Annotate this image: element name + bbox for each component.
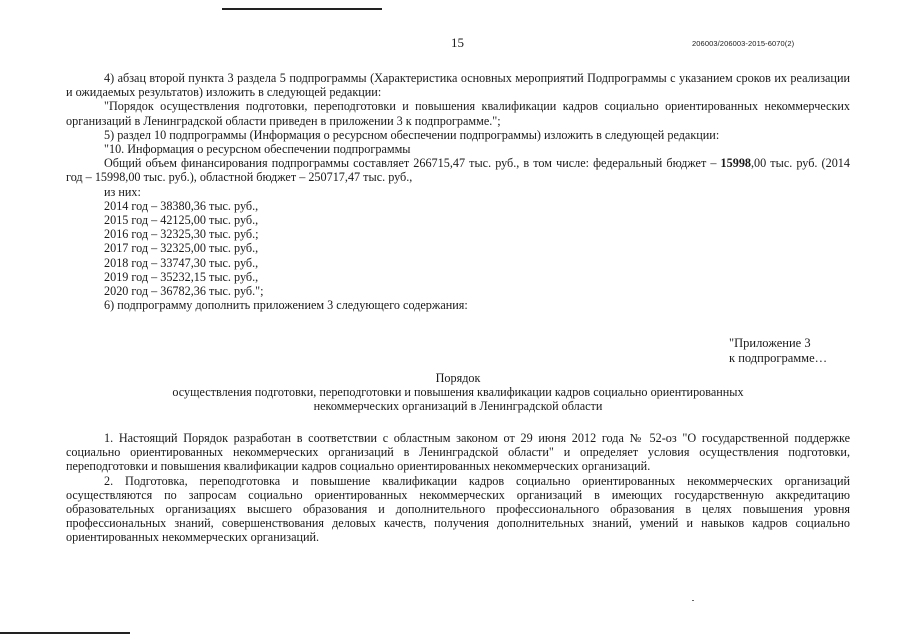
order-paragraph-1: 1. Настоящий Порядок разработан в соответствии с областным законом от 29 июня 2012 года № 52-оз "О государственной поддержке социально ориентированных некоммерческих организаций в Ленинградской области" и определяет условия осуществления подготовки, переподготовки и повышения квалификации кадров социально ориентированных некоммерческих организаций.: [66, 431, 850, 474]
year-line: 2019 год – 35232,15 тыс. руб.,: [104, 269, 259, 284]
federal-amount: 15998: [720, 156, 751, 171]
funding-post: ,00 тыс. руб. (2014 год – 15998,00 тыс. руб.), областной бюджет – 250717,47 тыс. руб.,: [66, 156, 850, 185]
page-number: 15: [451, 35, 464, 50]
bottom-rule: [0, 632, 130, 634]
item-4-text: 4) абзац второй пункта 3 раздела 5 подпрограммы (Характеристика основных мероприятий Подпрограммы с указанием сроков их реализации и ожидаемых результатов) изложить в следующей редакции:: [66, 71, 850, 100]
appendix-label-line-2: к подпрограмме…: [729, 351, 828, 365]
appendix-label: [729, 336, 827, 366]
year-line: 2020 год – 36782,36 тыс. руб.";: [104, 284, 264, 299]
order-title-line-2: осуществления подготовки, переподготовки и повышения квалификации кадров социально ориентированных: [172, 385, 744, 400]
amendments-section: [66, 71, 850, 312]
scan-speck: [692, 600, 694, 601]
year-line: 2016 год – 32325,30 тыс. руб.;: [104, 227, 259, 242]
year-line: 2014 год – 38380,36 тыс. руб.,: [104, 198, 259, 213]
top-rule: [222, 8, 382, 10]
order-title: [66, 371, 850, 414]
order-paragraph-2: 2. Подготовка, переподготовка и повышение квалификации кадров социально ориентированных некоммерческих организаций осуществляются по запросам социально ориентированных некоммерческих организаций в имеющих государственную аккредитацию образовательных организациях высшего образования и дополнительного профессионального образования в целях повышения уровня профессиональных знаний, совершенствования деловых качеств, получения дополнительных знаний, умений и навыков кадров социально ориентированных некоммерческих организаций.: [66, 473, 850, 545]
item-5-text: 5) раздел 10 подпрограммы (Информация о ресурсном обеспечении подпрограммы) изложить в следующей редакции:: [104, 127, 720, 142]
order-body: [66, 431, 850, 545]
funding-paragraph: [66, 156, 850, 184]
item-4-quote: "Порядок осуществления подготовки, переподготовки и повышения квалификации кадров социально ориентированных некоммерческих организаций в Ленинградской области приведен в приложении 3 к подпрограмме.";: [66, 99, 850, 128]
item-5-heading: "10. Информация о ресурсном обеспечении подпрограммы: [104, 142, 411, 157]
order-title-line-3: некоммерческих организаций в Ленинградской области: [313, 399, 603, 414]
year-line: 2015 год – 42125,00 тыс. руб.,: [104, 213, 259, 228]
year-line: 2017 год – 32325,00 тыс. руб.,: [104, 241, 259, 256]
of-them-label: из них:: [104, 184, 141, 199]
document-id: 206003/206003-2015-6070(2): [692, 39, 795, 48]
appendix-label-line-1: "Приложение 3: [729, 336, 811, 350]
year-line: 2018 год – 33747,30 тыс. руб.,: [104, 255, 259, 270]
funding-pre: Общий объем финансирования подпрограммы составляет 266715,47 тыс. руб., в том числе: федеральный бюджет –: [104, 156, 721, 171]
item-6-text: 6) подпрограмму дополнить приложением 3 следующего содержания:: [104, 298, 468, 313]
order-title-line-1: Порядок: [435, 371, 481, 385]
